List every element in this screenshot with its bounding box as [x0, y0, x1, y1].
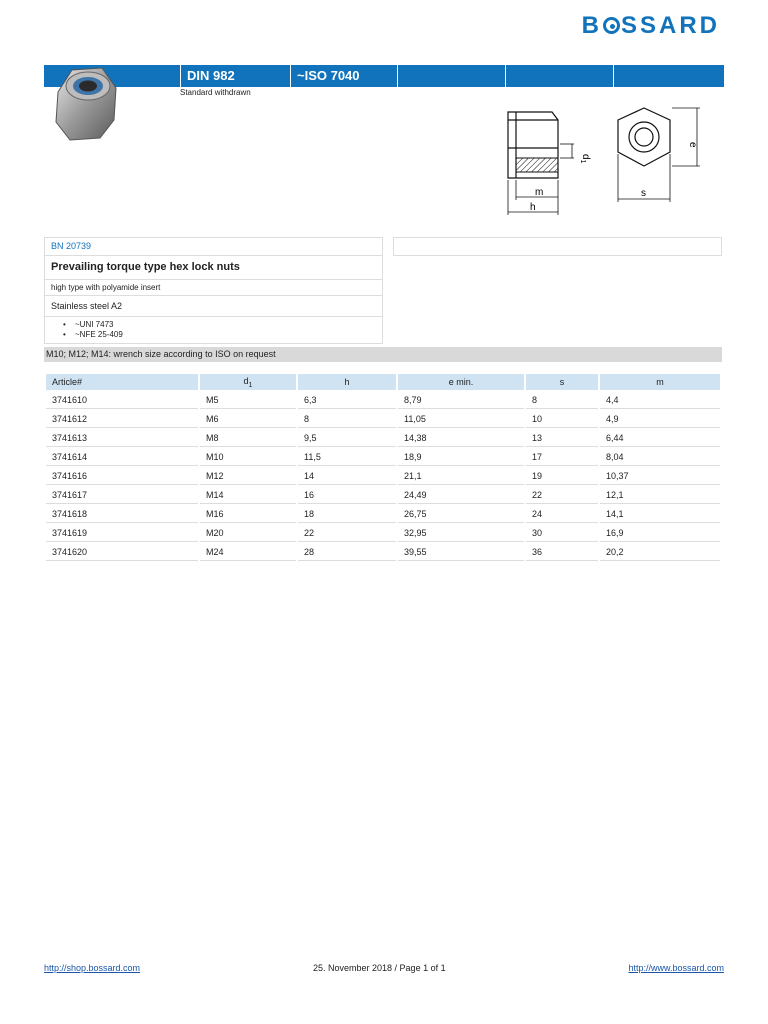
cell-e-min: 11,05: [398, 411, 524, 428]
table-header-row: [46, 374, 720, 390]
cell-article: 3741613: [46, 430, 198, 447]
status-text: Standard withdrawn: [180, 88, 251, 97]
cell-article: 3741616: [46, 468, 198, 485]
cell-article: 3741612: [46, 411, 198, 428]
table-row: [46, 392, 720, 409]
cell-m: 10,37: [600, 468, 720, 485]
cell-h: 6,3: [298, 392, 396, 409]
cell-h: 18: [298, 506, 396, 523]
table-row: [46, 525, 720, 542]
cell-m: 6,44: [600, 430, 720, 447]
dim-e-label: e: [687, 142, 698, 148]
cell-s: 22: [526, 487, 598, 504]
cell-s: 24: [526, 506, 598, 523]
bn-number: BN 20739: [45, 238, 382, 256]
cell-article: 3741610: [46, 392, 198, 409]
equivalent-item: • ~NFE 25-409: [75, 330, 376, 340]
equivalent-standards: [45, 317, 382, 343]
product-material: Stainless steel A2: [45, 296, 382, 317]
cell-article: 3741619: [46, 525, 198, 542]
col-h: h: [298, 374, 396, 390]
din-standard: DIN 982: [180, 65, 290, 87]
col-s: s: [526, 374, 598, 390]
iso-standard: ~ISO 7040: [290, 65, 397, 87]
lock-nut-image: [52, 62, 120, 144]
col-article: Article#: [46, 374, 198, 390]
cell-e-min: 21,1: [398, 468, 524, 485]
col-d1: $d_1$: [200, 374, 296, 390]
col-e-min: e min.: [398, 374, 524, 390]
table-row: [46, 411, 720, 428]
product-info-box: [44, 237, 383, 344]
dim-h-label: h: [530, 202, 536, 213]
article-table: [44, 372, 722, 563]
cell-m: 16,9: [600, 525, 720, 542]
cell-m: 8,04: [600, 449, 720, 466]
cell-d1: M8: [200, 430, 296, 447]
cell-d1: M14: [200, 487, 296, 504]
cell-m: 4,4: [600, 392, 720, 409]
cell-h: 8: [298, 411, 396, 428]
header-empty-cell: [613, 65, 724, 87]
cell-s: 8: [526, 392, 598, 409]
table-row: [46, 468, 720, 485]
cell-m: 20,2: [600, 544, 720, 561]
cell-e-min: 24,49: [398, 487, 524, 504]
dim-m-label: m: [535, 187, 544, 198]
empty-info-box: [393, 237, 722, 256]
cell-m: 14,1: [600, 506, 720, 523]
shop-link[interactable]: http://shop.bossard.com: [44, 963, 141, 973]
dim-s-label: s: [641, 188, 646, 199]
table-row: [46, 430, 720, 447]
cell-d1: M24: [200, 544, 296, 561]
cell-h: 14: [298, 468, 396, 485]
cell-s: 13: [526, 430, 598, 447]
cell-h: 16: [298, 487, 396, 504]
product-subtitle: high type with polyamide insert: [45, 280, 382, 296]
product-title: Prevailing torque type hex lock nuts: [45, 256, 382, 280]
cell-m: 4,9: [600, 411, 720, 428]
cell-s: 10: [526, 411, 598, 428]
cell-s: 36: [526, 544, 598, 561]
cell-s: 17: [526, 449, 598, 466]
cell-d1: M6: [200, 411, 296, 428]
standard-header-bar: [44, 65, 724, 87]
cell-article: 3741617: [46, 487, 198, 504]
cell-article: 3741614: [46, 449, 198, 466]
cell-e-min: 18,9: [398, 449, 524, 466]
col-m: m: [600, 374, 720, 390]
cell-e-min: 39,55: [398, 544, 524, 561]
cell-d1: M5: [200, 392, 296, 409]
header-empty-cell: [397, 65, 505, 87]
cell-h: 9,5: [298, 430, 396, 447]
cell-d1: M12: [200, 468, 296, 485]
cell-s: 30: [526, 525, 598, 542]
cell-d1: M10: [200, 449, 296, 466]
cell-d1: M20: [200, 525, 296, 542]
header-empty-cell: [505, 65, 613, 87]
cell-d1: M16: [200, 506, 296, 523]
table-row: [46, 506, 720, 523]
footer-date-page: 25. November 2018 / Page 1 of 1: [313, 963, 446, 973]
cell-article: 3741618: [46, 506, 198, 523]
footer-site-link-wrap: [628, 963, 724, 973]
cell-h: 22: [298, 525, 396, 542]
cell-e-min: 26,75: [398, 506, 524, 523]
table-row: [46, 544, 720, 561]
site-link[interactable]: http://www.bossard.com: [628, 963, 724, 973]
cell-e-min: 32,95: [398, 525, 524, 542]
wrench-size-note: M10; M12; M14: wrench size according to ISO on request: [44, 347, 722, 362]
cell-h: 11,5: [298, 449, 396, 466]
bossard-logo: B SSARD: [581, 12, 720, 39]
cell-e-min: 8,79: [398, 392, 524, 409]
cell-h: 28: [298, 544, 396, 561]
cell-m: 12,1: [600, 487, 720, 504]
footer-shop-link-wrap: [44, 963, 140, 973]
cell-article: 3741620: [46, 544, 198, 561]
technical-drawing: [490, 100, 710, 220]
dim-d1-label: $d_1$: [579, 154, 591, 164]
table-row: [46, 487, 720, 504]
table-row: [46, 449, 720, 466]
equivalent-item: • ~UNI 7473: [75, 320, 376, 330]
cell-e-min: 14,38: [398, 430, 524, 447]
cell-s: 19: [526, 468, 598, 485]
